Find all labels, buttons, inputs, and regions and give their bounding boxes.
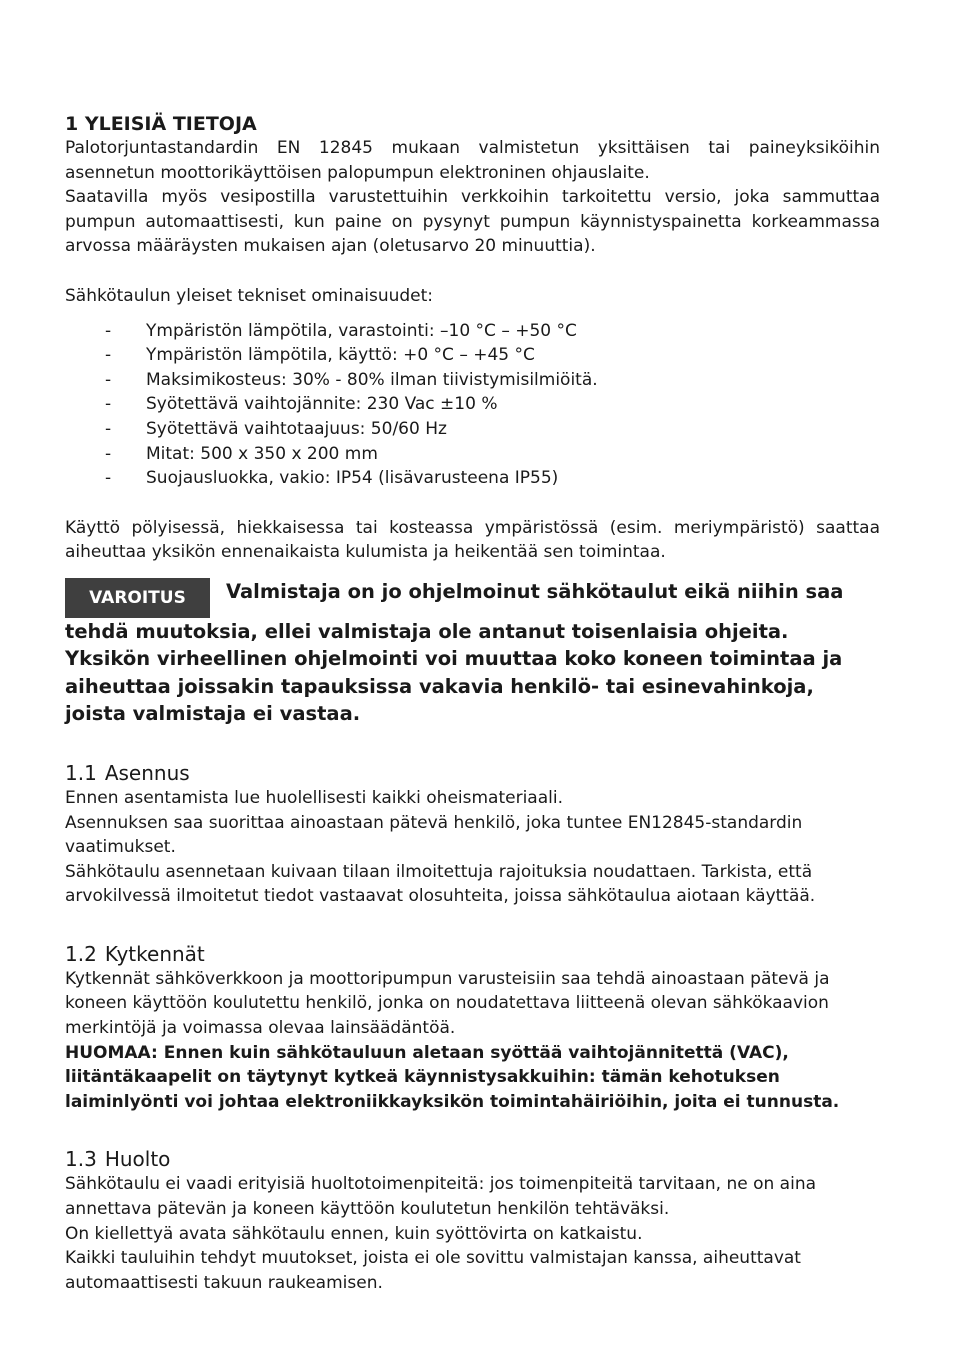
- document-page: [65, 112, 880, 1295]
- list-item: [65, 417, 880, 442]
- spec-text: Suojausluokka, vakio: IP54 (lisävarusteena IP55): [146, 468, 559, 489]
- bullet-dash: -: [105, 443, 112, 464]
- spec-text: Syötettävä vaihtotaajuus: 50/60 Hz: [146, 418, 447, 439]
- intro-paragraph-2: Saatavilla myös vesipostilla varustettuihin verkkoihin tarkoitettu versio, joka sammuttaa pumpun automaattisesti, kun paine on pysynyt pumpun käynnistyspainetta korkeammassa arvossa määräysten mukaisen ajan (oletusarvo 20 minuuttia).: [65, 187, 880, 257]
- installation-heading: [65, 760, 880, 786]
- maintenance-line: On kiellettyä avata sähkötaulu ennen, kuin syöttövirta on katkaistu.: [65, 1223, 643, 1244]
- spec-text: Syötettävä vaihtojännite: 230 Vac ±10 %: [146, 394, 498, 415]
- section-title: 1 YLEISIÄ TIETOJA: [65, 113, 257, 135]
- connections-heading: [65, 941, 880, 967]
- bullet-dash: -: [105, 394, 112, 415]
- section-heading-text: Huolto: [104, 1147, 171, 1172]
- connections-text: Kytkennät sähköverkkoon ja moottoripumpun varusteisiin saa tehdä ainoastaan pätevä ja koneen käyttöön koulutettu henkilö, jonka on noudatettava liitteenä olevan sähkökaavion merkintöjä ja voimassa olevaa lainsäädäntöä.: [65, 968, 830, 1039]
- spec-text: Ympäristön lämpötila, varastointi: –10 °C – +50 °C: [146, 320, 577, 341]
- spec-text: Mitat: 500 x 350 x 200 mm: [146, 443, 378, 464]
- bullet-dash: -: [105, 418, 112, 439]
- list-item: [65, 368, 880, 393]
- bullet-dash: -: [105, 345, 112, 366]
- list-item: [65, 319, 880, 344]
- maintenance-heading: [65, 1146, 880, 1172]
- dust-note: Käyttö pölyisessä, hiekkaisessa tai kosteassa ympäristössä (esim. meriympäristö) saattaa aiheuttaa yksikön ennenaikaista kulumista ja heikentää sen toimintaa.: [65, 517, 880, 563]
- specs-heading: Sähkötaulun yleiset tekniset ominaisuudet:: [65, 285, 434, 306]
- installation-line: Ennen asentamista lue huolellisesti kaikki oheismateriaali.: [65, 787, 563, 808]
- section-number: 1.3: [65, 1147, 97, 1172]
- installation-line: Sähkötaulu asennetaan kuivaan tilaan ilmoitettuja rajoituksia noudattaen. Tarkista, että arvokilvessä ilmoitetut tiedot vastaavat olosuhteita, joissa sähkötaulua aiotaan käyttää.: [65, 861, 816, 907]
- section-number: 1.1: [65, 760, 97, 785]
- bullet-dash: -: [105, 320, 112, 341]
- warning-text: Valmistaja on jo ohjelmoinut sähkötaulut eikä niihin saa tehdä muutoksia, ellei valmistaja ole antanut toisenlaisia ohjeita. Yksikön virheellinen ohjelmointi voi muuttaa koko koneen toimintaa ja aiheuttaa joissakin tapauksissa vakavia henkilö- tai esinevahinkoja, joista valmistaja ei vastaa.: [65, 579, 844, 726]
- spec-text: Maksimikosteus: 30% - 80% ilman tiivistymisilmiöitä.: [146, 369, 598, 390]
- connections-note: HUOMAA: Ennen kuin sähkötauluun aletaan syöttää vaihtojännitettä (VAC), liitäntäkaapelit on täytynyt kytkeä käynnistysakkuihin: tämän kehotuksen laiminlyönti voi johtaa elektroniikkayksikön toimintahäiriöihin, joita ei tunnusta.: [65, 1042, 840, 1112]
- list-item: [65, 392, 880, 417]
- list-item: [65, 343, 880, 368]
- maintenance-line: Kaikki tauluihin tehdyt muutokset, joista ei ole sovittu valmistajan kanssa, aiheuttavat automaattisesti takuun raukeamisen.: [65, 1248, 801, 1293]
- installation-line: Asennuksen saa suorittaa ainoastaan pätevä henkilö, joka tuntee EN12845-standardin vaatimukset.: [65, 812, 803, 858]
- specs-list: [65, 319, 880, 491]
- section-heading-text: Kytkennät: [104, 941, 205, 966]
- bullet-dash: -: [105, 468, 112, 489]
- bullet-dash: -: [105, 369, 112, 390]
- list-item: [65, 466, 880, 491]
- section-heading-text: Asennus: [104, 760, 190, 785]
- list-item: [65, 442, 880, 467]
- spec-text: Ympäristön lämpötila, käyttö: +0 °C – +45 °C: [146, 345, 535, 366]
- warning-badge: VAROITUS: [65, 578, 210, 618]
- intro-paragraph-1: Palotorjuntastandardin EN 12845 mukaan valmistetun yksittäisen tai paineyksiköihin asennetun moottorikäyttöisen palopumpun elektroninen ohjauslaite.: [65, 138, 880, 183]
- maintenance-line: Sähkötaulu ei vaadi erityisiä huoltotoimenpiteitä: jos toimenpiteitä tarvitaan, ne on aina annettava pätevän ja koneen käyttöön koulutetun henkilön tehtäväksi.: [65, 1174, 817, 1220]
- section-number: 1.2: [65, 941, 97, 966]
- warning-block: [65, 578, 880, 728]
